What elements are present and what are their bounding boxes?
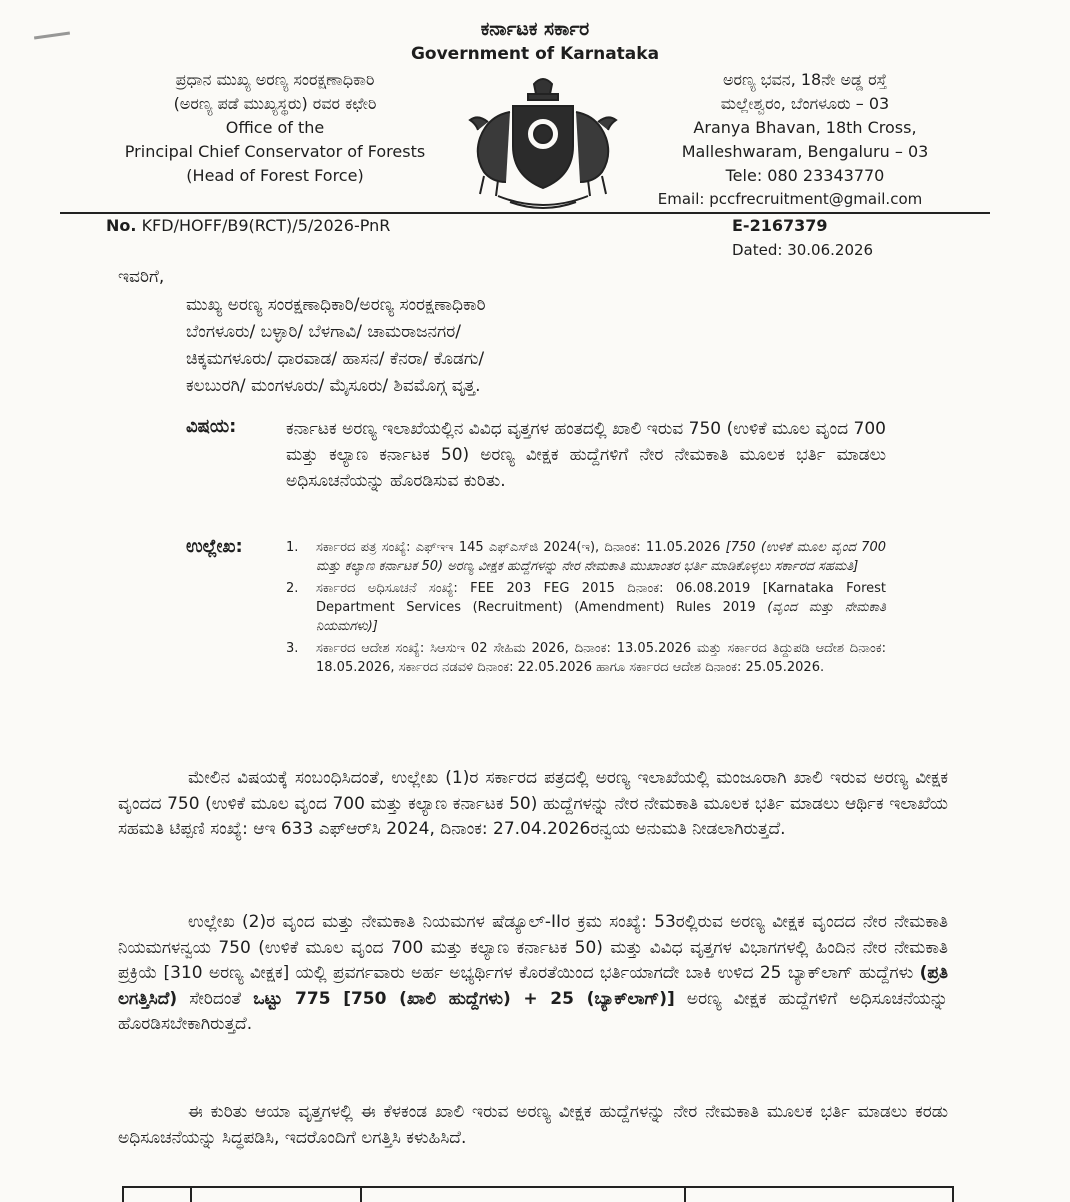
office-address-left [60, 68, 490, 188]
recipient-line: ಚಿಕ್ಕಮಗಳೂರು/ ಧಾರವಾಡ/ ಹಾಸನ/ ಕೆನರಾ/ ಕೊಡಗು/ [186, 349, 485, 369]
reference-item [286, 639, 886, 677]
paragraph-text: ಉಲ್ಲೇಖ (2)ರ ವೃಂದ ಮತ್ತು ನೇಮಕಾತಿ ನಿಯಮಗಳ ಷೆಡ್ಯೂಲ್-IIರ ಕ್ರಮ ಸಂಖ್ಯೆ: 53ರಲ್ಲಿರುವ ಅರಣ್ಯ ವೀಕ್ಷಕ ವೃಂದದ ನೇರ ನೇಮಕಾತಿ ನಿಯಮಗಳನ್ವಯ 750 (ಉಳಿಕೆ ಮೂಲ ವೃಂದ 700 ಮತ್ತು ಕಲ್ಯಾಣ ಕರ್ನಾಟಕ 50) ಮತ್ತು ವಿವಿಧ ವೃತ್ತಗಳ ವಿಭಾಗಗಳಲ್ಲಿ ಹಿಂದಿನ ನೇರ ನೇಮಕಾತಿ ಪ್ರಕ್ರಿಯೆ [310 ಅರಣ್ಯ ವೀಕ್ಷಕ] ಯಲ್ಲಿ ಪ್ರವರ್ಗವಾರು ಅರ್ಹ ಅಭ್ಯರ್ಥಿಗಳ ಕೊರತೆಯಿಂದ ಭರ್ತಿಯಾಗದೇ ಬಾಕಿ ಉಳಿದ 25 ಬ್ಯಾಕ್‌ಲಾಗ್ ಹುದ್ದೆಗಳು [118, 912, 948, 983]
govt-title-kannada: ಕರ್ನಾಟಕ ಸರ್ಕಾರ [480, 18, 590, 40]
address-line: ಮಲ್ಲೇಶ್ವರಂ, ಬೆಂಗಳೂರು – 03 [720, 94, 890, 113]
reference-number-value: KFD/HOFF/B9(RCT)/5/2026-PnR [141, 216, 391, 235]
office-line: Principal Chief Conservator of Forests [124, 142, 426, 161]
reference-number-3: 3. [286, 641, 299, 656]
office-address-right [640, 68, 970, 188]
recipient-address [186, 292, 486, 400]
recipient-line: ಮುಖ್ಯ ಅರಣ್ಯ ಸಂರಕ್ಷಣಾಧಿಕಾರಿ/ಅರಣ್ಯ ಸಂರಕ್ಷಣಾಧಿಕಾರಿ [186, 295, 486, 315]
reference-number-2: 2. [286, 581, 299, 596]
govt-title-english: Government of Karnataka [410, 44, 660, 64]
letterhead-divider [60, 212, 990, 214]
office-line: Office of the [225, 118, 325, 137]
reference-note: [750 (ಉಳಿಕೆ ಮೂಲ ವೃಂದ 700 ಮತ್ತು ಕಲ್ಯಾಣ ಕರ್ನಾಟಕ 50) ಅರಣ್ಯ ವೀಕ್ಷಕ ಹುದ್ದೆಗಳನ್ನು ನೇರ ನೇಮಕಾತಿ ಮುಖಾಂತರ ಭರ್ತಿ ಮಾಡಿಕೊಳ್ಳಲು ಸರ್ಕಾರದ ಸಹಮತಿ] [316, 540, 886, 574]
address-line: Aranya Bhavan, 18th Cross, [693, 118, 917, 137]
body-paragraph-3: ಈ ಕುರಿತು ಆಯಾ ವೃತ್ತಗಳಲ್ಲಿ ಈ ಕೆಳಕಂಡ ಖಾಲಿ ಇರುವ ಅರಣ್ಯ ವೀಕ್ಷಕ ಹುದ್ದೆಗಳನ್ನು ನೇರ ನೇಮಕಾತಿ ಮೂಲಕ ಭರ್ತಿ ಮಾಡಲು ಕರಡು ಅಧಿಸೂಚನೆಯನ್ನು ಸಿದ್ಧಪಡಿಸಿ, ಇದರೊಂದಿಗೆ ಲಗತ್ತಿಸಿ ಕಳುಹಿಸಿದೆ. [118, 1102, 948, 1148]
recipient-line: ಕಲಬುರಗಿ/ ಮಂಗಳೂರು/ ಮೈಸೂರು/ ಶಿವಮೊಗ್ಗ ವೃತ್ತ. [186, 376, 481, 396]
references-list [286, 538, 886, 680]
paragraph-text: ಸೇರಿದಂತೆ [189, 988, 242, 1009]
reference-text: ಸರ್ಕಾರದ ಅಧಿಸೂಚನೆ ಸಂಖ್ಯೆ: FEE 203 FEG 2015 ದಿನಾಂಕ: 06.08.2019 [Karnataka Forest Department Services (Recruitment) (Amendment) Rules 2019 [316, 581, 886, 615]
subject-label: ವಿಷಯ: [186, 416, 237, 437]
paragraph-bold: (ಪ್ರತಿ ಲಗತ್ತಿಸಿದೆ) [118, 963, 949, 1009]
reference-item [286, 538, 886, 576]
e-file-number: E-2167379 [732, 216, 828, 235]
office-email: Email: pccfrecruitment@gmail.com [657, 190, 923, 208]
reference-text: ಸರ್ಕಾರದ ಪತ್ರ ಸಂಖ್ಯೆ: ಎಫ್‌ಇಇ 145 ಎಫ್‌ಎಸ್‌ಜಿ 2024(ಇ), ದಿನಾಂಕ: 11.05.2026 [316, 540, 721, 555]
office-line: ಪ್ರಧಾನ ಮುಖ್ಯ ಅರಣ್ಯ ಸಂರಕ್ಷಣಾಧಿಕಾರಿ [175, 70, 375, 89]
reference-text: ಸರ್ಕಾರದ ಆದೇಶ ಸಂಖ್ಯೆ: ಸಿಆಸುಇ 02 ಸೇಹಿಮ 2026, ದಿನಾಂಕ: 13.05.2026 ಮತ್ತು ಸರ್ಕಾರದ ತಿದ್ದುಪಡಿ ಆದೇಶ ದಿನಾಂಕ: 18.05.2026, ಸರ್ಕಾರದ ನಡವಳಿ ದಿನಾಂಕ: 22.05.2026 ಹಾಗೂ ಸರ್ಕಾರದ ಆದೇಶ ದಿನಾಂಕ: 25.05.2026. [316, 641, 886, 675]
document-date: Dated: 30.06.2026 [732, 241, 874, 259]
reference-item [286, 579, 886, 636]
reference-number-1: 1. [286, 540, 299, 555]
office-line: (ಅರಣ್ಯ ಪಡೆ ಮುಖ್ಯಸ್ಥರು) ರವರ ಕಛೇರಿ [173, 94, 377, 113]
reference-number [106, 216, 390, 235]
body-paragraph-2 [118, 910, 948, 1038]
body-paragraph-1: ಮೇಲಿನ ವಿಷಯಕ್ಕೆ ಸಂಬಂಧಿಸಿದಂತೆ, ಉಲ್ಲೇಖ (1)ರ ಸರ್ಕಾರದ ಪತ್ರದಲ್ಲಿ ಅರಣ್ಯ ಇಲಾಖೆಯಲ್ಲಿ ಮಂಜೂರಾಗಿ ಖಾಲಿ ಇರುವ ಅರಣ್ಯ ವೀಕ್ಷಕ ವೃಂದದ 750 (ಉಳಿಕೆ ಮೂಲ ವೃಂದ 700 ಮತ್ತು ಕಲ್ಯಾಣ ಕರ್ನಾಟಕ 50) ಹುದ್ದೆಗಳನ್ನು ನೇರ ನೇಮಕಾತಿ ಮೂಲಕ ಭರ್ತಿ ಮಾಡಲು ಆರ್ಥಿಕ ಇಲಾಖೆಯ ಸಹಮತಿ ಟಿಪ್ಪಣಿ ಸಂಖ್ಯೆ: ಆಇ 633 ಎಫ್‌ಆರ್‌ಸಿ 2024, ದಿನಾಂಕ: 27.04.2026ರನ್ವಯ ಅನುಮತಿ ನೀಡಲಾಗಿರುತ್ತದೆ. [118, 768, 948, 839]
subject-text: ಕರ್ನಾಟಕ ಅರಣ್ಯ ಇಲಾಖೆಯಲ್ಲಿನ ವಿವಿಧ ವೃತ್ತಗಳ ಹಂತದಲ್ಲಿ ಖಾಲಿ ಇರುವ 750 (ಉಳಿಕೆ ಮೂಲ ವೃಂದ 700 ಮತ್ತು ಕಲ್ಯಾಣ ಕರ್ನಾಟಕ 50) ಅರಣ್ಯ ವೀಕ್ಷಕ ಹುದ್ದೆಗಳಿಗೆ ನೇರ ನೇಮಕಾತಿ ಮೂಲಕ ಭರ್ತಿ ಮಾಡಲು ಅಧಿಸೂಚನೆಯನ್ನು ಹೊರಡಿಸುವ ಕುರಿತು. [286, 419, 886, 491]
reference-note: (ವೃಂದ ಮತ್ತು ನೇಮಕಾತಿ ನಿಯಮಗಳು)] [316, 600, 886, 634]
address-line: Malleshwaram, Bengaluru – 03 [681, 142, 929, 161]
salutation: ಇವರಿಗೆ, [118, 267, 165, 287]
address-line: ಅರಣ್ಯ ಭವನ, 18ನೇ ಅಡ್ಡ ರಸ್ತೆ [722, 70, 888, 89]
references-label: ಉಲ್ಲೇಖ: [186, 536, 243, 557]
office-line: (Head of Forest Force) [186, 166, 364, 185]
address-line: Tele: 080 23343770 [725, 166, 885, 185]
paragraph-text: ಅರಣ್ಯ ವೀಕ್ಷಕ ಹುದ್ದೆಗಳಿಗೆ ಅಧಿಸೂಚನೆಯನ್ನು ಹೊರಡಿಸಬೇಕಾಗಿರುತ್ತದೆ. [118, 988, 949, 1034]
recipient-line: ಬೆಂಗಳೂರು/ ಬಳ್ಳಾರಿ/ ಬೆಳಗಾವಿ/ ಚಾಮರಾಜನಗರ/ [186, 322, 461, 342]
paragraph-bold-total: ಒಟ್ಟು 775 [750 (ಖಾಲಿ ಹುದ್ದೆಗಳು) + 25 (ಬ್ಯಾಕ್‌ಲಾಗ್)] [253, 988, 675, 1009]
reference-number-label: No. [106, 216, 137, 235]
